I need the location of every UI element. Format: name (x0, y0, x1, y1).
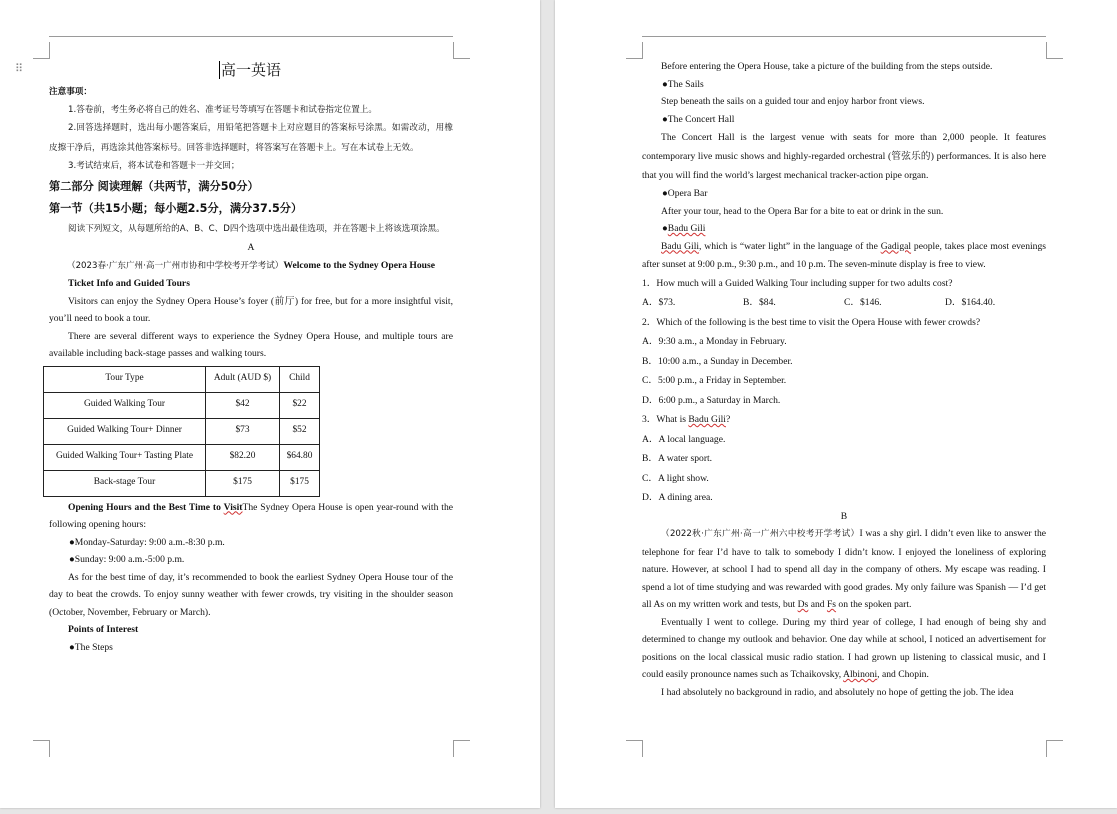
source-title: Welcome to the Sydney Opera House (283, 259, 436, 271)
table-cell: $22 (280, 392, 320, 418)
table-header-cell: Child (280, 366, 320, 392)
notice-item: 3.考试结束后，将本试卷和答题卡一并交回； (68, 161, 240, 171)
table-cell: $52 (280, 418, 320, 444)
paragraph: Visitors can enjoy the Sydney Opera House’s foyer (前厅) for free, but for a more insightful visit, you’ll need to book a tour. (49, 295, 453, 324)
badu-gili-term: Badu Gili (688, 414, 726, 425)
option: D．A dining area. (642, 492, 713, 503)
paragraph (642, 238, 1046, 274)
table-cell: $42 (206, 392, 280, 418)
hours-item: ●Monday-Saturday: 9:00 a.m.-8:30 p.m. (69, 536, 225, 548)
right-page-content (642, 58, 1046, 701)
albinoni-term: Albinoni (843, 669, 878, 680)
text-run: 3．What is (642, 414, 689, 425)
question-1-options (642, 294, 1046, 312)
paragraph: I had absolutely no background in radio, and absolutely no hope of getting the job. The idea (661, 686, 1014, 698)
page-margin-line-top (49, 36, 453, 37)
margin-corner-bottom-left (626, 740, 643, 757)
part-heading: 第二部分 阅读理解（共两节，满分50分） (49, 179, 259, 193)
option: A．$73. (642, 297, 676, 308)
passage-letter-b: B (840, 510, 848, 522)
left-page-content (49, 58, 453, 656)
gadigal-term: Gadigal (880, 240, 912, 252)
option: D．$164.40. (945, 297, 996, 308)
text-run: on the spoken part. (836, 599, 912, 610)
ticket-heading: Ticket Info and Guided Tours (68, 278, 190, 289)
paragraph (642, 525, 1046, 614)
option: D．6:00 p.m., a Saturday in March. (642, 394, 781, 406)
hours-heading-visit: Visit (223, 501, 243, 513)
paragraph (642, 614, 1046, 684)
margin-corner-top-right (453, 42, 470, 59)
point-label: ●The Steps (69, 641, 113, 653)
paragraph: After your tour, head to the Opera Bar for a bite to eat or drink in the sun. (661, 205, 944, 217)
option: C．A light show. (642, 472, 709, 484)
tour-price-table (43, 366, 320, 497)
hours-item: ●Sunday: 9:00 a.m.-5:00 p.m. (69, 554, 185, 565)
point-label: ●The Sails (662, 78, 704, 90)
table-cell: Guided Walking Tour+ Dinner (44, 418, 206, 444)
question-1: 1．How much will a Guided Walking Tour including supper for two adults cost? (642, 277, 953, 289)
table-header-row (44, 366, 320, 392)
notice-item: 2.回答选择题时，选出每小题答案后，用铅笔把答题卡上对应题目的答案标号涂黑。如需改动，用橡皮擦干净后，再选涂其他答案标号。回答非选择题时，将答案写在答题卡上。写在本试卷上无效。 (49, 123, 453, 153)
bullet: ● (662, 223, 668, 234)
paragraph: The Concert Hall is the largest venue with seats for more than 2,000 people. It features contemporary live music shows and highly-regarded orchestral (管弦乐的) performances. It is also here that you will find the world’s largest mechanical tracker-action pipe organ. (642, 132, 1046, 181)
text-run: Eventually I went to college. During my third year of college, I had enough of being shy and determined to change my outlook and behavior. One day while at school, I noticed an advertisement for positions on the local classical music radio station. I had grown up listening to classical music, and I could easily pronounce names such as Tchaikovsky, (642, 616, 1046, 680)
passage-source (49, 257, 453, 276)
table-header-cell: Adult (AUD $) (206, 366, 280, 392)
margin-corner-top-right (1046, 42, 1063, 59)
table-header-cell: Tour Type (44, 366, 206, 392)
text-cursor (219, 61, 220, 79)
margin-corner-bottom-right (453, 740, 470, 757)
table-row (44, 470, 320, 496)
option: A．9:30 a.m., a Monday in February. (642, 336, 787, 347)
drag-handle-icon[interactable]: ⠿ (15, 62, 25, 75)
table-cell: Guided Walking Tour+ Tasting Plate (44, 444, 206, 470)
option: A．A local language. (642, 433, 726, 445)
passage-letter-a: A (247, 242, 255, 253)
paragraph: As for the best time of day, it’s recommended to book the earliest Sydney Opera House tour of the day to beat the crowds. To enjoy sunny weather with fewer crowds, try visiting in the shoulder season (October, November, February or March). (49, 571, 453, 618)
point-label: ●The Concert Hall (662, 113, 735, 125)
point-label: ●Opera Bar (662, 188, 708, 199)
text-run: ? (725, 414, 731, 425)
badu-gili-label: Badu Gili (667, 223, 706, 234)
paragraph: Before entering the Opera House, take a picture of the building from the steps outside. (661, 61, 993, 72)
hours-heading: Opening Hours and the Best Time to (68, 501, 224, 513)
margin-corner-bottom-left (33, 740, 50, 757)
table-cell: Back-stage Tour (44, 470, 206, 496)
table-cell: Guided Walking Tour (44, 392, 206, 418)
page-margin-line-top (642, 36, 1046, 37)
document-page-left (0, 0, 540, 808)
text-run: and (808, 599, 827, 610)
table-row (44, 392, 320, 418)
option: B．10:00 a.m., a Sunday in December. (642, 355, 793, 367)
text-run: , which is “water light” in the language of the (699, 240, 881, 252)
badu-gili-term: Badu Gili (661, 240, 700, 252)
notice-item: 1.答卷前，考生务必将自己的姓名、准考证号等填写在答题卡和试卷指定位置上。 (68, 104, 377, 115)
table-row (44, 444, 320, 470)
option: C．5:00 p.m., a Friday in September. (642, 375, 787, 386)
exam-title-text: 高一英语 (220, 61, 281, 79)
text-run: people, takes place most evenings after sunset at 9:00 p.m., 9:30 p.m., and 10 p.m. The seven-minute display is free to view. (642, 240, 1046, 270)
option: B．A water sport. (642, 453, 713, 464)
option: C．$146. (844, 297, 882, 308)
text-run: , and Chopin. (877, 669, 929, 680)
question-2: 2．Which of the following is the best time to visit the Opera House with fewer crowds? (642, 316, 981, 328)
margin-corner-bottom-right (1046, 740, 1063, 757)
source-prefix: （2023春·广东广州·高一广州市协和中学校考开学考试） (66, 260, 284, 271)
opening-hours-paragraph (49, 499, 453, 534)
instructions: 阅读下列短文，从每题所给的A、B、C、D四个选项中选出最佳选项，并在答题卡上将该选项涂黑。 (68, 223, 445, 234)
point-label (642, 220, 1046, 238)
table-row (44, 418, 320, 444)
exam-title[interactable] (49, 58, 453, 82)
paragraph: Step beneath the sails on a guided tour and enjoy harbor front views. (661, 96, 925, 107)
table-cell: $82.20 (206, 444, 280, 470)
fs-term: Fs (826, 599, 837, 610)
hours-text: The Sydney Opera House is open year-round with the following opening hours: (49, 501, 453, 530)
table-cell: $73 (206, 418, 280, 444)
table-cell: $175 (280, 470, 320, 496)
notice-heading: 注意事项： (49, 87, 92, 97)
ds-term: Ds (797, 599, 809, 610)
passage-source: （2022秋·广东广州·高一广州六中校考开学考试） (661, 529, 860, 539)
paragraph: There are several different ways to experience the Sydney Opera House, and multiple tours are available including back-stage passes and walking tours. (49, 330, 453, 359)
section-heading: 第一节（共15小题；每小题2.5分，满分37.5分） (49, 201, 303, 215)
option: B．$84. (743, 297, 776, 308)
table-cell: $175 (206, 470, 280, 496)
question-3 (642, 411, 1046, 429)
margin-corner-top-left (626, 42, 643, 59)
points-heading: Points of Interest (68, 624, 139, 635)
text-run: I was a shy girl. I didn’t even like to answer the telephone for fear I’d have to talk to somebody I didn’t know. I enjoyed the loneliness of exploring nature. However, at school I had to spend all day in the company of others. My escape was reading. I spend a lot of time studying and was rewarded with good grades. My only failure was Spanish — I’d get all As on my written work and tests, but (642, 528, 1047, 610)
table-cell: $64.80 (280, 444, 320, 470)
margin-corner-top-left (33, 42, 50, 59)
